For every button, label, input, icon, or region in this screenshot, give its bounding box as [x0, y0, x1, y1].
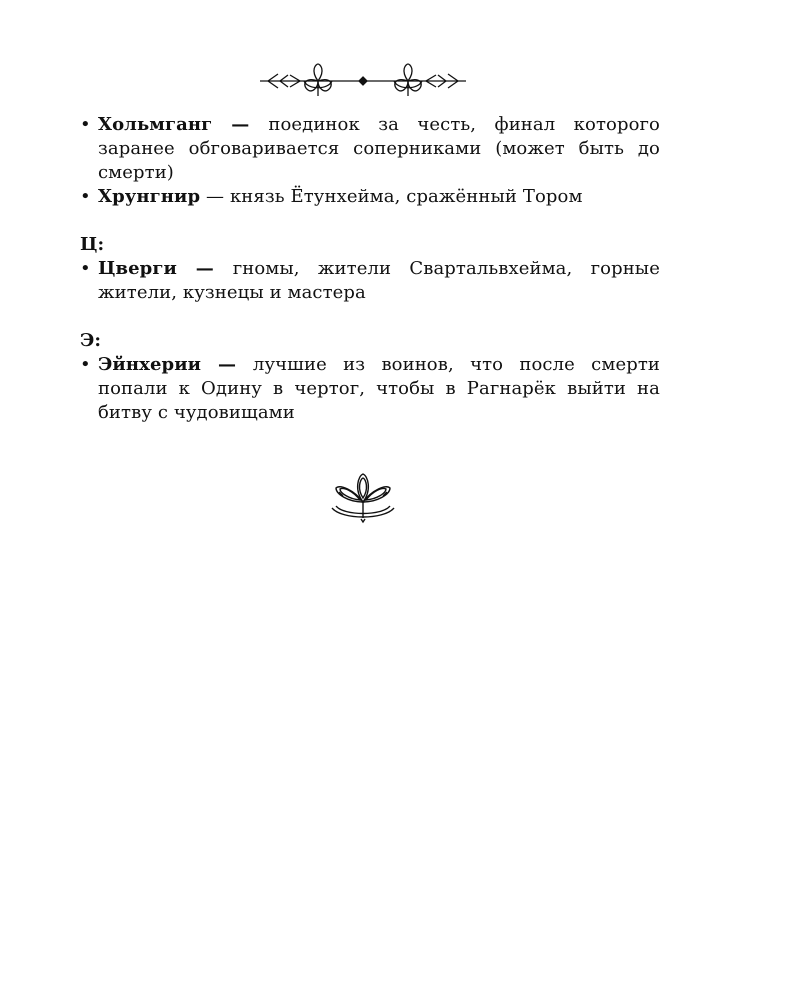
entry-dash: — [201, 354, 253, 375]
entry-term: Эйнхерии [98, 354, 202, 375]
entry-definition: князь Ётунхейма, сражённый Тором [229, 186, 583, 207]
entry-definition: лучшие из воинов, что после смерти попали к Одину в чертог, чтобы в Рагнарёк выйти на битву с чудовищами [98, 354, 660, 423]
entry-term: Хольмганг [98, 114, 213, 135]
glossary-list [80, 353, 660, 425]
bullet-marker: • [80, 114, 91, 135]
entry-dash: — [200, 186, 230, 207]
entry-definition: гномы, жители Свартальвхейма, горные жители, кузнецы и мастера [98, 258, 660, 303]
entry-term: Цверги [98, 258, 177, 279]
entry-dash: — [212, 114, 269, 135]
glossary-entry [80, 113, 660, 185]
section-heading: Ц: [80, 234, 105, 255]
glossary-list [80, 257, 660, 305]
bullet-marker: • [80, 186, 91, 207]
glossary-list [80, 113, 660, 209]
glossary-entry [80, 353, 660, 425]
entry-term: Хрунгнир [98, 186, 201, 207]
bullet-marker: • [80, 258, 91, 279]
spacer [80, 305, 660, 329]
bullet-marker: • [80, 354, 91, 375]
entry-dash: — [176, 258, 233, 279]
glossary-entry [80, 185, 660, 209]
triquetra-knot-icon [330, 468, 396, 524]
spacer [80, 209, 660, 233]
entry-definition: поединок за честь, финал которого заранее обговаривается соперниками (может быть до смерти) [98, 114, 660, 183]
triquetra-divider-icon [258, 60, 468, 102]
section-heading: Э: [80, 330, 102, 351]
glossary-entry [80, 257, 660, 305]
glossary-content [80, 113, 660, 425]
